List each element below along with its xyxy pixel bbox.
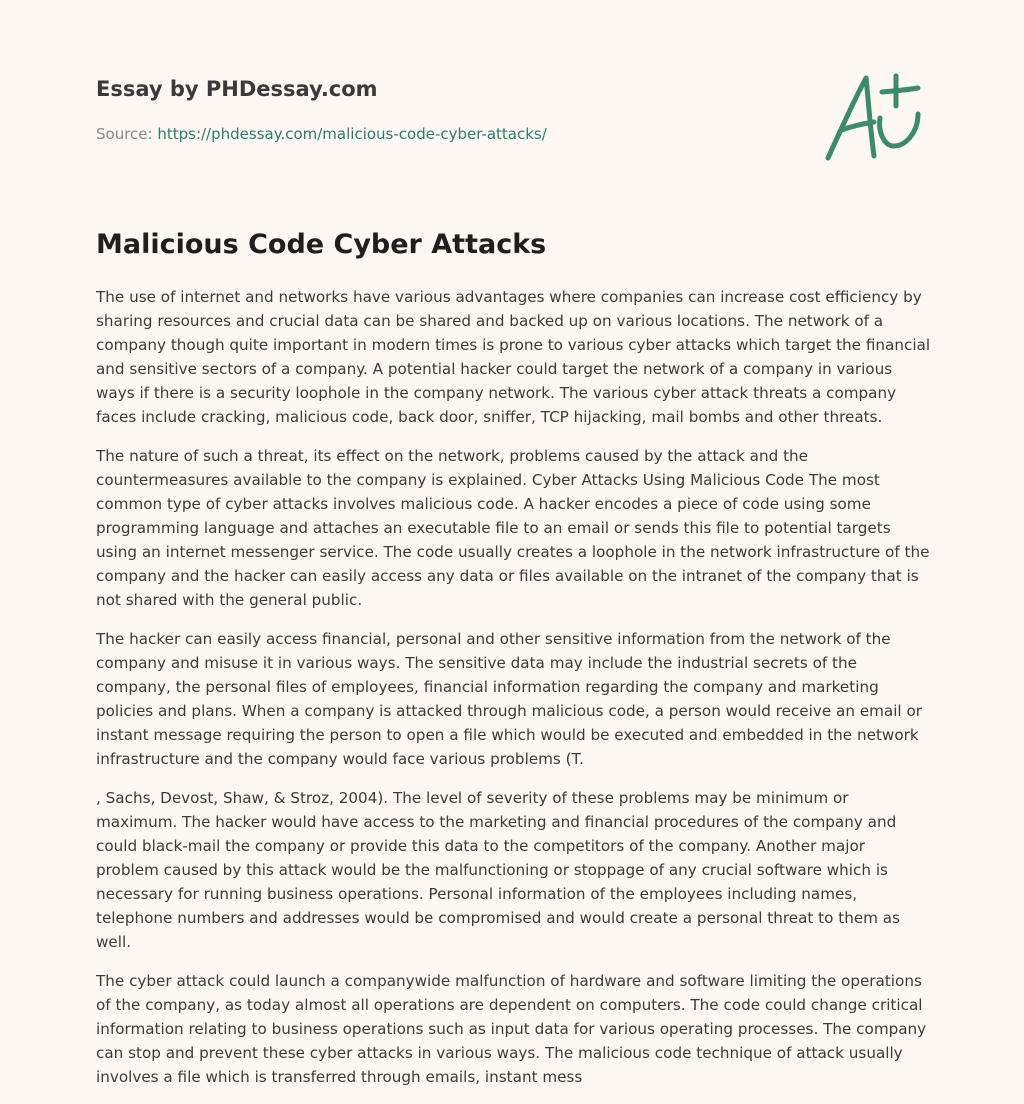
essay-title: Malicious Code Cyber Attacks bbox=[96, 229, 547, 260]
site-brand: Essay by PHDessay.com bbox=[96, 77, 378, 101]
essay-paragraph: , Sachs, Devost, Shaw, & Stroz, 2004). The level of severity of these problems may be minimum or maximum. The hacker would have access to the marketing and financial procedures of the company and could black-mail the company or provide this data to the competitors of the company. Another major problem caused by this attack would be the malfunctioning or stoppage of any crucial software which is necessary for running business operations. Personal information of the employees including names, telephone numbers and addresses would be compromised and would create a personal threat to them as well. bbox=[96, 789, 901, 951]
essay-paragraph: The nature of such a threat, its effect on the network, problems caused by the attack and the countermeasures available to the company is explained. Cyber Attacks Using Malicious Code The most common type of cyber attacks involves malicious code. A hacker encodes a piece of code using some programming language and attaches an executable file to an email or sends this file to potential targets using an internet messenger service. The code usually creates a loophole in the network infrastructure of the company and the hacker can easily access any data or files available on the intranet of the company that is not shared with the general public. bbox=[96, 447, 930, 609]
essay-paragraph: The use of internet and networks have various advantages where companies can increase cost efficiency by sharing resources and crucial data can be shared and backed up on various locations. The network of a company though quite important in modern times is prone to various cyber attacks which target the financial and sensitive sectors of a company. A potential hacker could target the network of a company in various ways if there is a security loophole in the company network. The various cyber attack threats a company faces include cracking, malicious code, back door, sniffer, TCP hijacking, mail bombs and other threats. bbox=[96, 288, 931, 426]
page-header bbox=[96, 74, 796, 144]
essay-body bbox=[96, 285, 932, 1104]
source-label: Source: bbox=[96, 125, 158, 143]
source-link[interactable]: https://phdessay.com/malicious-code-cyber-attacks/ bbox=[157, 125, 547, 143]
essay-paragraph: The hacker can easily access financial, personal and other sensitive information from the network of the company and misuse it in various ways. The sensitive data may include the industrial secrets of the company, the personal files of employees, financial information regarding the company and marketing policies and plans. When a company is attacked through malicious code, a person would receive an email or instant message requiring the person to open a file which would be executed and embedded in the network infrastructure and the company would face various problems (T. bbox=[96, 630, 923, 768]
a-plus-grade-icon bbox=[822, 66, 926, 166]
essay-paragraph: The cyber attack could launch a companywide malfunction of hardware and software limiting the operations of the company, as today almost all operations are dependent on computers. The code could change critical information relating to business operations such as input data for various operating processes. The company can stop and prevent these cyber attacks in various ways. The malicious code technique of attack usually involves a file which is transferred through emails, instant mess bbox=[96, 972, 927, 1086]
source-line bbox=[96, 124, 796, 144]
